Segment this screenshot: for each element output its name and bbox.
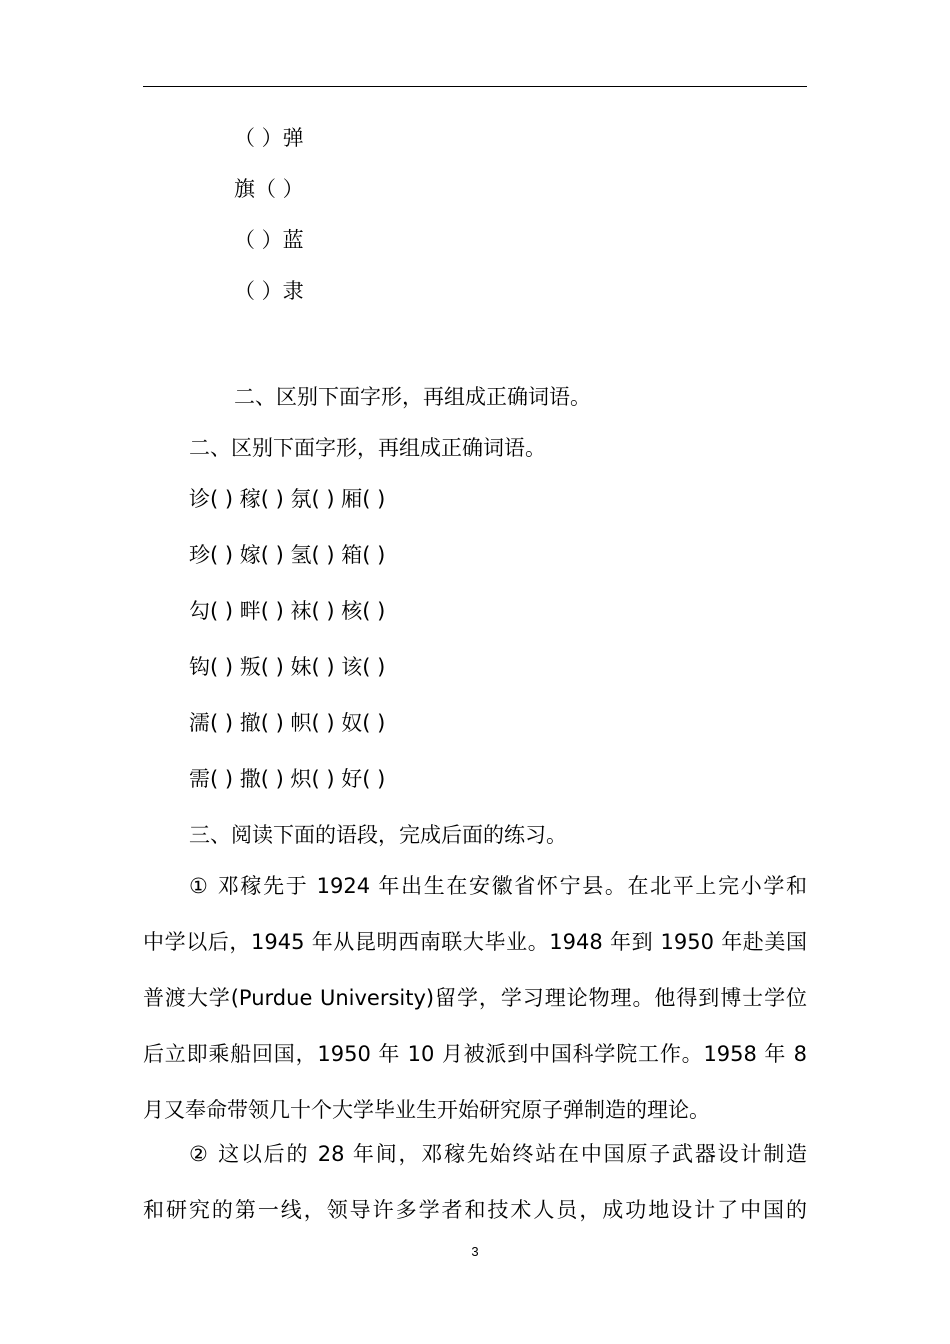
section-heading: 三、阅读下面的语段，完成后面的练习。 <box>189 823 567 847</box>
fill-item: （ ）蓝 <box>234 228 304 252</box>
paragraph-line: 普渡大学(Purdue University)留学，学习理论物理。他得到博士学位 <box>143 986 807 1010</box>
paragraph-line: 后立即乘船回国，1950 年 10 月被派到中国科学院工作。1958 年 8 <box>143 1042 807 1066</box>
fill-item: 旗（ ） <box>234 177 304 201</box>
fill-item: （ ）弹 <box>234 126 304 150</box>
paragraph-line: 和研究的第一线，领导许多学者和技术人员，成功地设计了中国的 <box>143 1198 807 1222</box>
character-row: 濡( ) 撤( ) 帜( ) 奴( ) <box>189 711 386 735</box>
character-row: 勾( ) 畔( ) 袜( ) 核( ) <box>189 599 386 623</box>
paragraph-line: ① 邓稼先于 1924 年出生在安徽省怀宁县。在北平上完小学和 <box>189 874 807 898</box>
paragraph-line: 中学以后，1945 年从昆明西南联大毕业。1948 年到 1950 年赴美国 <box>143 930 807 954</box>
character-row: 诊( ) 稼( ) 氛( ) 厢( ) <box>189 487 386 511</box>
fill-item: （ ）隶 <box>234 279 304 303</box>
section-heading: 二、区别下面字形，再组成正确词语。 <box>234 385 591 409</box>
reading-paragraph-1 <box>143 872 807 1142</box>
section-heading: 二、区别下面字形，再组成正确词语。 <box>189 436 546 460</box>
reading-paragraph-2 <box>143 1140 807 1230</box>
character-row: 需( ) 撒( ) 炽( ) 好( ) <box>189 767 386 791</box>
paragraph-line: ② 这以后的 28 年间，邓稼先始终站在中国原子武器设计制造 <box>189 1142 807 1166</box>
header-rule <box>143 86 807 87</box>
paragraph-line: 月又奉命带领几十个大学毕业生开始研究原子弹制造的理论。 <box>143 1098 710 1122</box>
page-number: 3 <box>471 1244 479 1259</box>
character-row: 珍( ) 嫁( ) 氢( ) 箱( ) <box>189 543 386 567</box>
character-row: 钩( ) 叛( ) 妹( ) 该( ) <box>189 655 386 679</box>
